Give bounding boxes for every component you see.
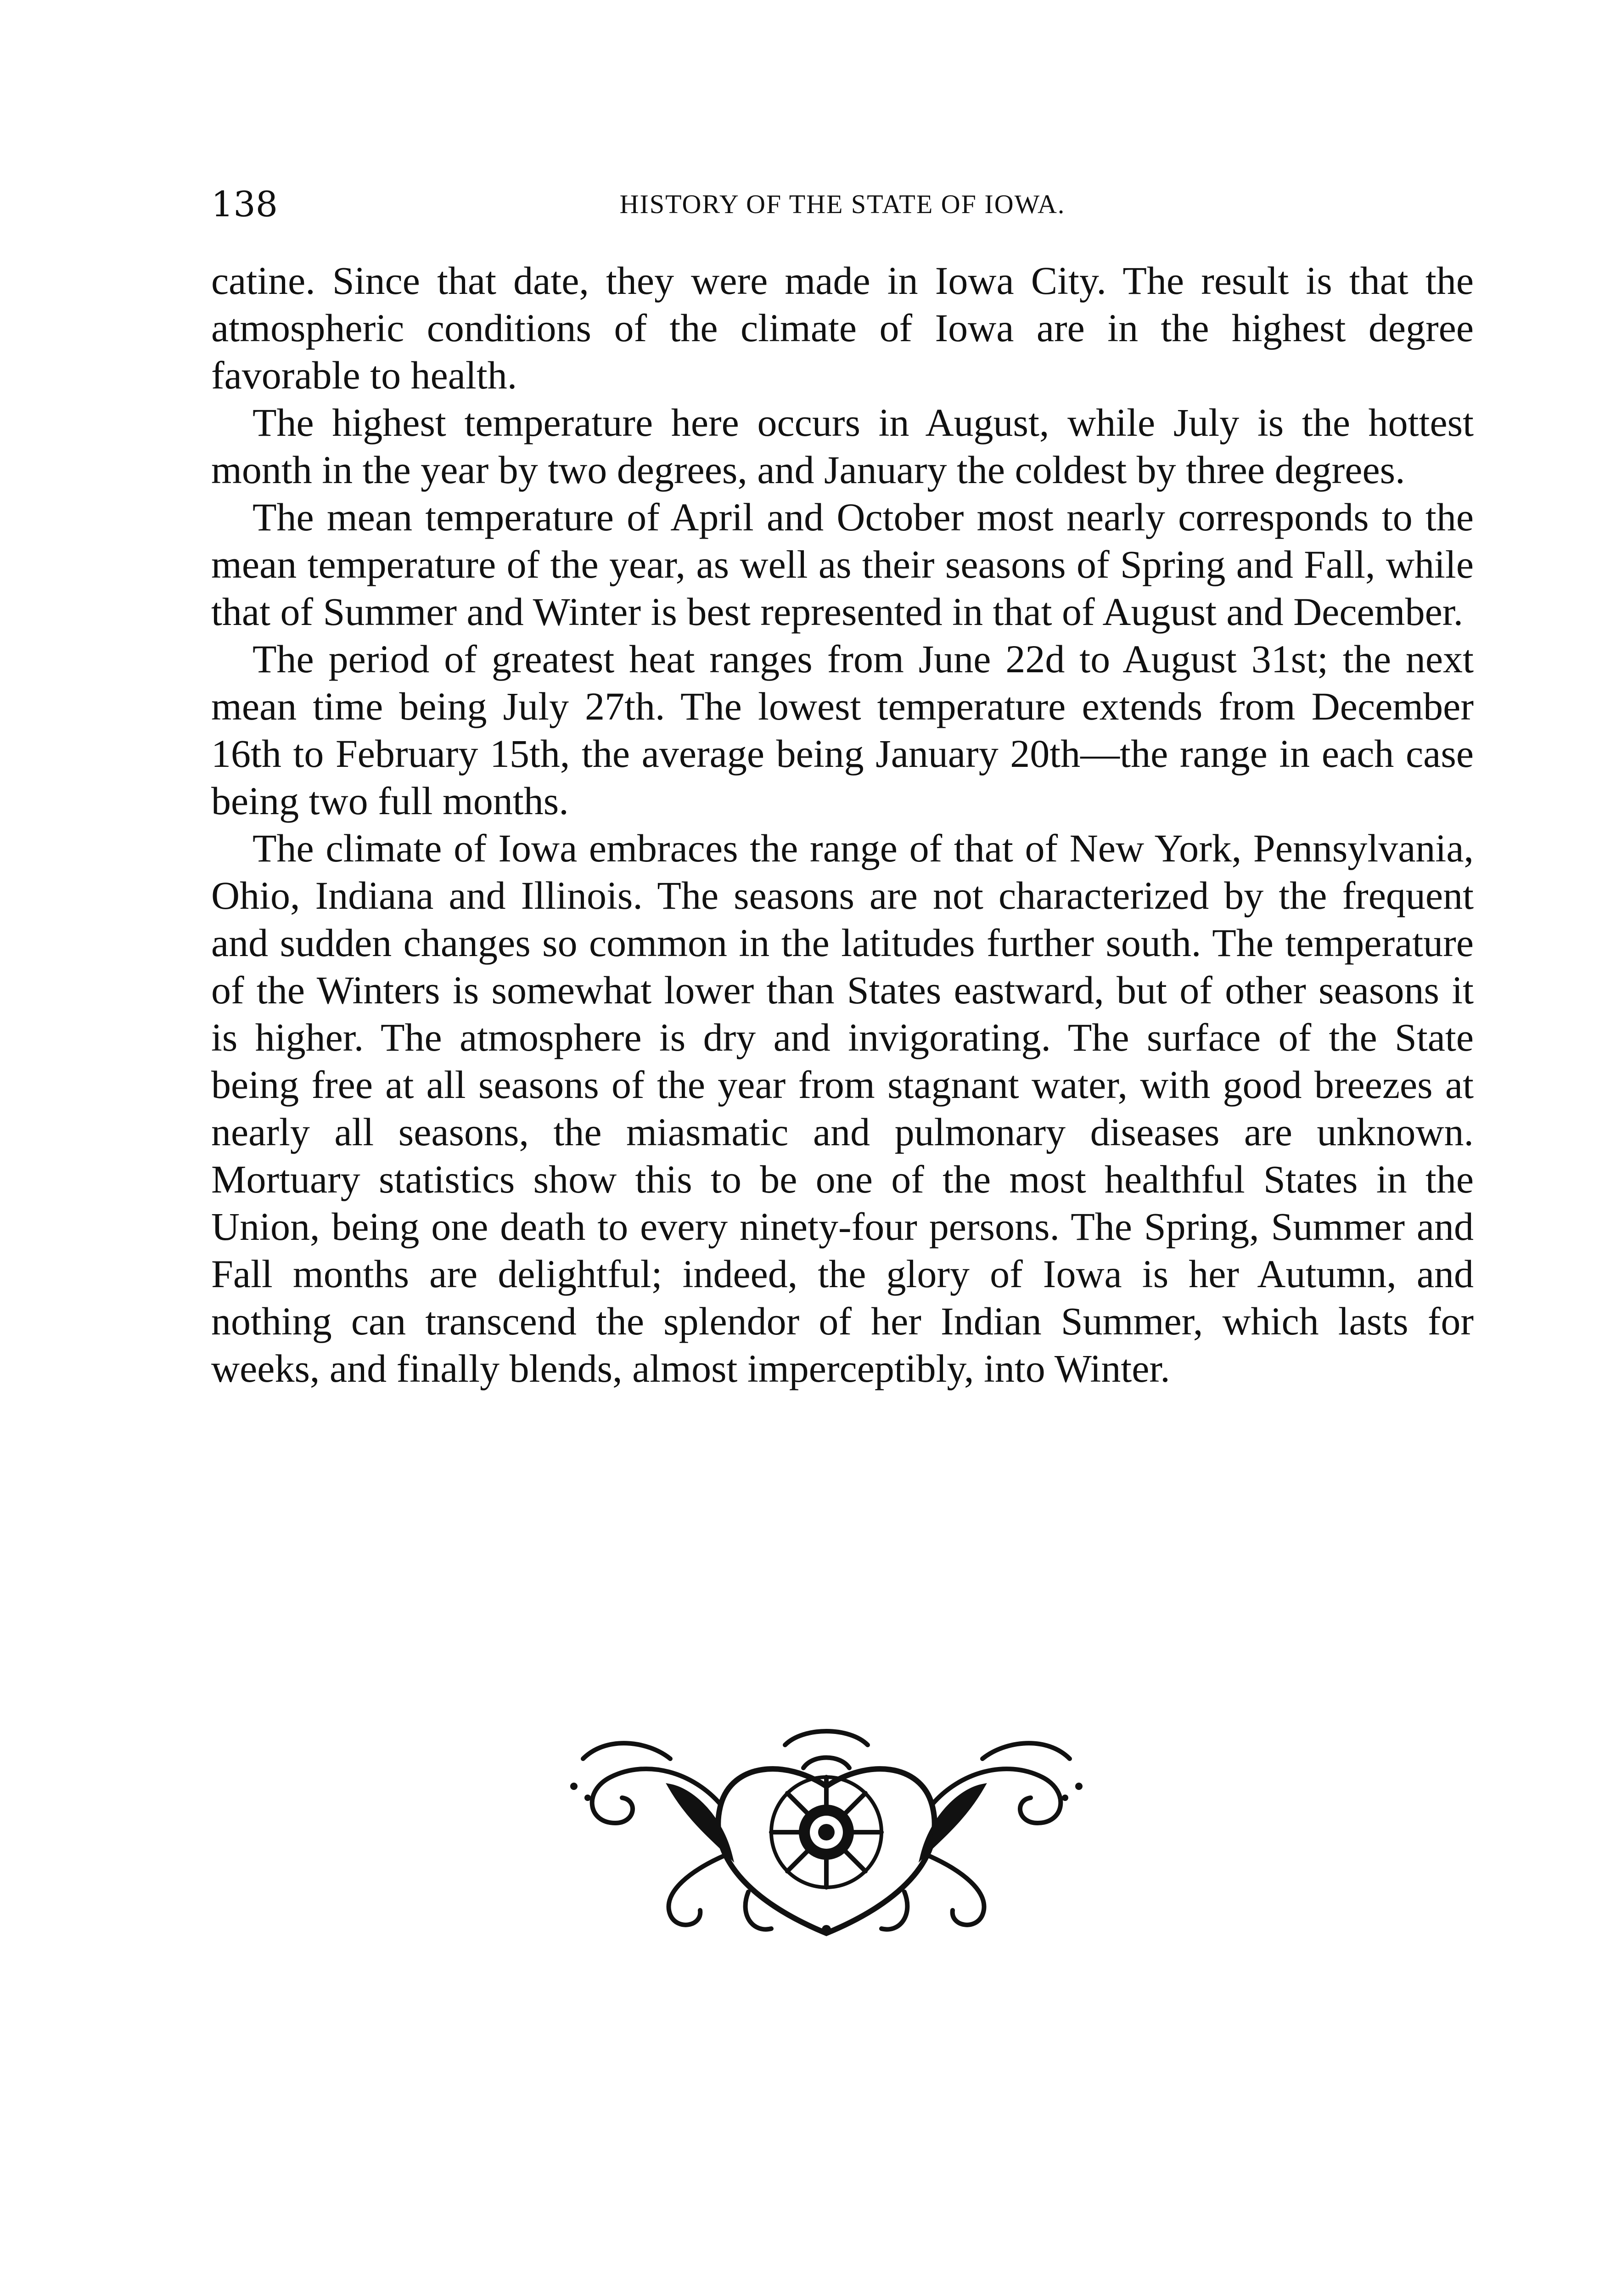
paragraph-continuation: catine. Since that date, they were made in Iowa City. The result is that the atmospheric conditions of the climate of Iowa are in the highest degree favorable to health. xyxy=(211,259,1474,397)
paragraph: The mean temperature of April and October most nearly corresponds to the mean temperature of the year, as well as their seasons of Spring and Fall, while that of Summer and Winter is best represented in that of August and December. xyxy=(211,495,1474,634)
running-title: HISTORY OF THE STATE OF IOWA. xyxy=(619,189,1066,219)
paragraph: The highest temperature here occurs in August, while July is the hottest month in the year by two degrees, and January the coldest by three degrees. xyxy=(211,400,1474,492)
decorative-tailpiece-icon xyxy=(556,1717,1097,1938)
running-head xyxy=(211,179,1474,230)
body-text xyxy=(211,257,1474,1392)
paragraph: The period of greatest heat ranges from June 22d to August 31st; the next mean time being July 27th. The lowest temperature extends from December 16th to February 15th, the average being January 20th—the range in each case being two full months. xyxy=(211,637,1474,823)
paragraph: The climate of Iowa embraces the range of that of New York, Pennsylvania, Ohio, Indiana and Illinois. The seasons are not characterized by the frequent and sudden changes so common in the latitudes further south. The temperature of the Winters is somewhat lower than States eastward, but of other seasons it is higher. The atmosphere is dry and invigorating. The surface of the State being free at all seasons of the year from stagnant water, with good breezes at nearly all seasons, the miasmatic and pulmonary diseases are unknown. Mortuary statistics show this to be one of the most healthful States in the Union, being one death to every ninety-four persons. The Spring, Summer and Fall months are delightful; indeed, the glory of Iowa is her Autumn, and nothing can transcend the splendor of her Indian Summer, which lasts for weeks, and finally blends, almost imperceptibly, into Winter. xyxy=(211,826,1474,1390)
page-number: 138 xyxy=(211,184,278,225)
